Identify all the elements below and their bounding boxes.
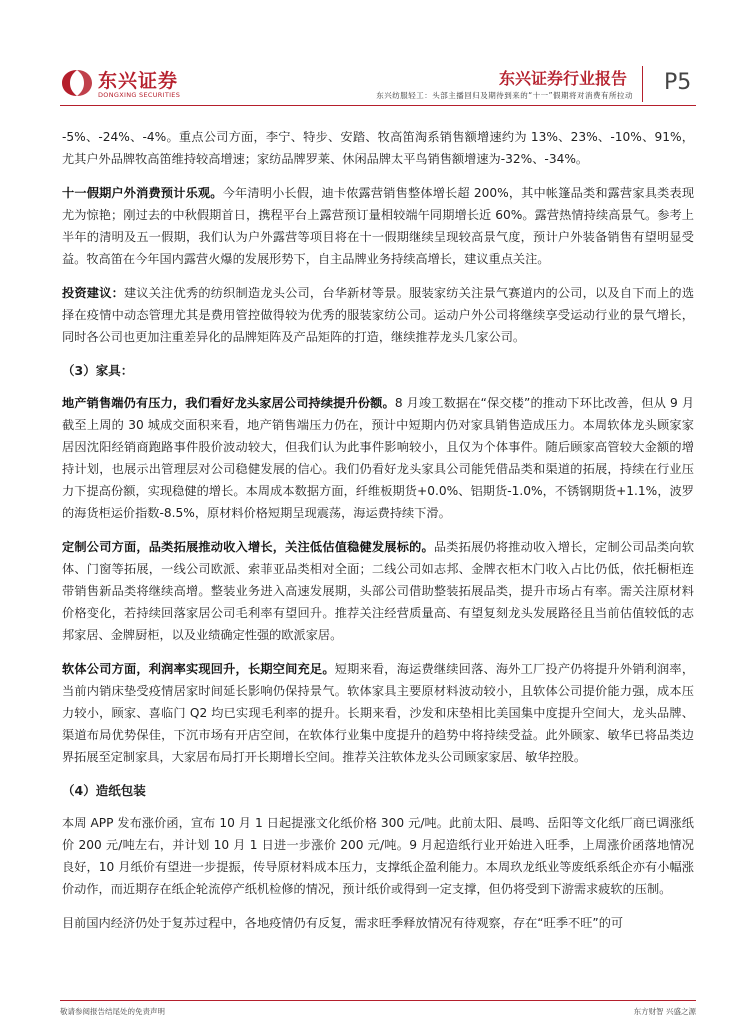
page-footer [60,1000,696,1016]
paragraph: 定制公司方面，品类拓展推动收入增长，关注低估值稳健发展标的。品类拓展仍将推动收入增长，定制公司品类向软体、门窗等拓展，一线公司欧派、索菲亚品类相对全面；二线公司如志邦、金牌衣柜木门收入占比仍低，依托橱柜连带销售新品类将继续高增。整装业务进入高速发展期，头部公司借助整装拓展品类，提升市场占有率。需关注原材料价格变化，若持续回落家居公司毛利率有望回升。推荐关注经营质量高、有望复刻龙头发展路径且当前估值较低的志邦家居、金牌厨柜，以及业绩确定性强的欧派家居。 [62,540,695,642]
paragraph: 本周 APP 发布涨价函，宣布 10 月 1 日起提涨文化纸价格 300 元/吨。此前太阳、晨鸣、岳阳等文化纸厂商已调涨纸价 200 元/吨左右，并计划 10 月 1 日进一步涨价 200 元/吨。9 月起造纸行业开始进入旺季，上周涨价函落地情况良好，10 月纸价有望进一步提振，传导原材料成本压力，支撑纸企盈利能力。本周玖龙纸业等废纸系纸企亦有小幅涨价动作，而近期存在纸企轮流停产纸机检修的情况，预计纸价或得到一定支撑，但仍将受到下游需求疲软的压制。 [62,816,694,896]
footer-slogan: 东方财智 兴盛之源 [633,1007,696,1016]
company-logo [60,68,188,100]
page-header [0,0,755,112]
paragraph-lead: 投资建议： [62,286,124,300]
disclaimer-note: 敬请参阅报告结尾处的免责声明 [60,1007,165,1016]
page-number: P5 [664,70,692,95]
paragraph: 地产销售端仍有压力，我们看好龙头家居公司持续提升份额。8 月竣工数据在“保交楼”的推动下环比改善，但从 9 月截至上周的 30 城成交面积来看，地产销售端压力仍在，预计中短期内仍对家具销售造成压力。本周软体龙头顾家家居因沈阳经销商跑路事件股价波动较大，但我们认为此事件影响较小，且仅为个体事件。随后顾家高管较大金额的增持计划，也展示出管理层对公司稳健发展的信心。我们仍看好龙头家具公司能凭借品类和渠道的拓展，持续在行业压力下提高份额，实现稳健的增长。本周成本数据方面，纤维板期货+0.0%、铝期货-1.0%，不锈钢期货+1.1%，波罗的海货柜运价指数-8.5%，原材料价格短期呈现震荡，海运费持续下滑。 [62,396,695,520]
logo-text-cn: 东兴证券 [98,70,179,92]
logo-mark-icon [60,68,94,98]
paragraph: 十一假期户外消费预计乐观。今年清明小长假，迪卡侬露营销售整体增长超 200%，其中帐篷品类和露营家具类表现尤为惊艳；刚过去的中秋假期首日，携程平台上露营预订量相较端午同期增长近 60%。露营热情持续高景气。参考上半年的清明及五一假期，我们认为户外露营等项目将在十一假期继续呈现较高景气度，预计户外装备销售有望明显受益。牧高笛在今年国内露营火爆的发展形势下，自主品牌业务持续高增长，建议重点关注。 [62,186,695,266]
header-divider [642,66,643,102]
paragraph-lead: 十一假期户外消费预计乐观。 [62,186,223,200]
paragraph: 软体公司方面，利润率实现回升，长期空间充足。短期来看，海运费继续回落、海外工厂投产仍将提升外销利润率，当前内销床垫受疫情居家时间延长影响仍保持景气。软体家具主要原材料波动较小，且软体公司提价能力强，成本压力较小，顾家、喜临门 Q2 均已实现毛利率的提升。长期来看，沙发和床垫相比美国集中度提升空间大，龙头品牌、渠道布局优势保佳，下沉市场有开店空间，在软体行业集中度提升的趋势中将持续受益。此外顾家、敏华已将品类边界拓展至定制家具，大家居布局打开长期增长空间。推荐关注软体龙头公司顾家家居、敏华控股。 [62,662,695,764]
section-heading: （4）造纸包装 [62,783,146,798]
header-rule [60,105,696,106]
report-body [62,126,694,946]
paragraph: 投资建议：建议关注优秀的纺织制造龙头公司，台华新材等景。服装家纺关注景气赛道内的公司，以及自下而上的选择在疫情中动态管理尤其是费用管控做得较为优秀的服装家纺公司。运动户外公司将继续享受运动行业的景气增长，同时各公司也更加注重差异化的品牌矩阵及产品矩阵的打造，继续推荐龙头几家公司。 [62,286,695,344]
logo-text-en: DONGXING SECURITIES [98,91,181,99]
paragraph-lead: 软体公司方面，利润率实现回升，长期空间充足。 [62,662,335,676]
report-subtitle: 东兴纺服轻工：头部主播回归及期待到来的“十一”假期将对消费有所拉动 [376,91,633,100]
paragraph-lead: 地产销售端仍有压力，我们看好龙头家居公司持续提升份额。 [62,396,395,410]
report-title: 东兴证券行业报告 [498,69,627,88]
section-heading: （3）家具： [62,363,134,378]
paragraph-lead: 定制公司方面，品类拓展推动收入增长，关注低估值稳健发展标的。 [62,540,434,554]
paragraph: -5%、-24%、-4%。重点公司方面，李宁、特步、安踏、牧高笛淘系销售额增速约为 13%、23%、-10%、91%，尤其户外品牌牧高笛维持较高增速；家纺品牌罗莱、休闲品牌太平鸟销售额增速为-32%、-34%。 [62,130,694,166]
paragraph: 目前国内经济仍处于复苏过程中，各地疫情仍有反复，需求旺季释放情况有待观察，存在“旺季不旺”的可 [62,916,624,930]
